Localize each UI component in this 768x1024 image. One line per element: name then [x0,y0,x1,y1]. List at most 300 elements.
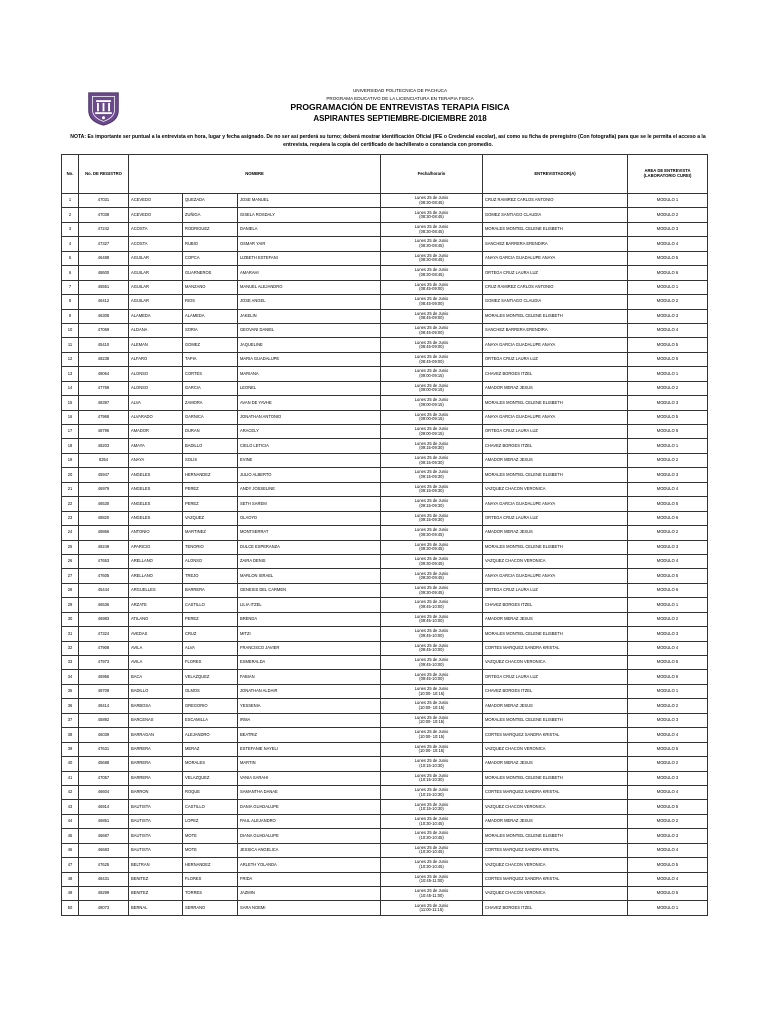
interview-day: Lunes 25 de Junio [414,671,449,677]
second-surname: RUBIO [183,237,238,251]
interview-module: MODULO 2 [628,526,708,540]
registration-number: 48431 [79,872,129,886]
interviewer-name: MORALES MONTIEL CELENE ELISBETH [483,771,628,785]
interviewer-name: CRUZ RAMIREZ CARLOS ANTONIO [483,280,628,294]
row-number: 22 [62,497,79,511]
interview-time: (10:00- 10:15) [418,748,445,754]
first-surname: AMADOR [129,425,183,439]
first-surname: BACA [129,670,183,684]
row-number: 36 [62,699,79,713]
interview-time: (09:45-10:00) [419,676,444,682]
registration-number: 45947 [79,468,129,482]
interview-module: MODULO 5 [628,887,708,901]
table-row [62,699,708,713]
interview-time: (10:00- 10:15) [418,705,445,711]
interview-date [381,684,483,698]
row-number: 27 [62,569,79,583]
interview-date [381,554,483,568]
interview-time: (09:00-09:15) [419,416,444,422]
interview-module: MODULO 4 [628,728,708,742]
row-number: 9 [62,309,79,323]
interview-module: MODULO 2 [628,208,708,222]
first-surname: BARRON [129,785,183,799]
first-surname: BARRAGAN [129,728,183,742]
interviewer-name: AMADOR MERAZ JESUS [483,453,628,467]
second-surname: QUEZADA [183,194,238,208]
interview-module: MODULO 5 [628,410,708,424]
interview-day: Lunes 25 de Junio [414,411,449,417]
interviewer-name: CORTES MARQUEZ SANDRA KRISTAL [483,641,628,655]
table-row [62,569,708,583]
interview-module: MODULO 2 [628,814,708,828]
interview-date [381,612,483,626]
interview-module: MODULO 2 [628,453,708,467]
second-surname: ROQUE [183,785,238,799]
interview-module: MODULO 5 [628,338,708,352]
interview-day: Lunes 25 de Junio [414,498,449,504]
interview-time: (09:15-09:30) [419,488,444,494]
table-row [62,742,708,756]
interview-date [381,367,483,381]
interview-module: MODULO 4 [628,872,708,886]
interviewer-name: MORALES MONTIEL CELENE ELISBETH [483,468,628,482]
first-surname: ACEVEDO [129,194,183,208]
second-surname: PEREZ [183,612,238,626]
interview-day: Lunes 25 de Junio [414,238,449,244]
interviewer-name: MORALES MONTIEL CELENE ELISBETH [483,222,628,236]
interview-module: MODULO 5 [628,569,708,583]
given-name: MARTIN [238,757,381,771]
row-number: 43 [62,800,79,814]
registration-number: 46687 [79,829,129,843]
interview-module: MODULO 4 [628,785,708,799]
interview-date [381,266,483,280]
registration-number: 48709 [79,684,129,698]
interviewer-name: CHAVEZ BORGES ITZEL [483,901,628,915]
given-name: GISELA ROSDALY [238,208,381,222]
interview-date [381,468,483,482]
first-surname: BADILLO [129,684,183,698]
interview-date [381,757,483,771]
second-surname: CRUZ [183,627,238,641]
registration-number: 46308 [79,309,129,323]
interviewer-name: MORALES MONTIEL CELENE ELISBETH [483,627,628,641]
interviewer-name: ANAYA GARCIA GUADALUPE ANAYA [483,338,628,352]
table-row [62,410,708,424]
given-name: FRANCISCO JAVIER [238,641,381,655]
second-surname: ALVA [183,641,238,655]
first-surname: ANGELES [129,497,183,511]
interview-day: Lunes 25 de Junio [414,527,449,533]
registration-number: 45444 [79,583,129,597]
given-name: LIZBETH ESTEFANI [238,251,381,265]
second-surname: BADILLO [183,439,238,453]
given-name: MARIA GUADALUPE [238,352,381,366]
row-number: 13 [62,367,79,381]
given-name: GENESIS DEL CARMEN [238,583,381,597]
interview-date [381,439,483,453]
university-name: UNIVERSIDAD POLITECNICA DE PACHUCA [352,88,448,93]
interview-time: (09:00-09:15) [419,401,444,407]
table-row [62,583,708,597]
interview-time: (09:00-09:15) [419,430,444,436]
row-number: 28 [62,583,79,597]
interview-day: Lunes 25 de Junio [414,440,449,446]
first-surname: ALONSO [129,381,183,395]
interview-module: MODULO 3 [628,771,708,785]
given-name: DULCE ESPERANZA [238,540,381,554]
row-number: 41 [62,771,79,785]
registration-number: 48600 [79,266,129,280]
first-surname: BARRERA [129,742,183,756]
given-name: DANIELA [238,222,381,236]
table-row [62,656,708,670]
interviewer-name: CORTES MARQUEZ SANDRA KRISTAL [483,843,628,857]
interview-time: (08:30-08:45) [419,214,444,220]
given-name: PAUL ALEJANDRO [238,814,381,828]
second-surname: HERNANDEZ [183,858,238,872]
interview-module: MODULO 5 [628,251,708,265]
table-row [62,800,708,814]
table-row [62,482,708,496]
interviewer-name: ORTEGA CRUZ LAURA LUZ [483,425,628,439]
table-row [62,554,708,568]
interview-module: MODULO 2 [628,381,708,395]
row-number: 16 [62,410,79,424]
first-surname: ANAYA [129,453,183,467]
second-surname: FLORES [183,872,238,886]
first-surname: AMAYA [129,439,183,453]
first-surname: ALDANA [129,323,183,337]
interview-time: (08:30-08:45) [419,257,444,263]
interview-module: MODULO 1 [628,194,708,208]
interview-module: MODULO 6 [628,511,708,525]
registration-number: 45551 [79,280,129,294]
table-row [62,323,708,337]
interview-day: Lunes 25 de Junio [414,512,449,518]
table-row [62,309,708,323]
interview-module: MODULO 2 [628,295,708,309]
interview-module: MODULO 3 [628,829,708,843]
interview-date [381,338,483,352]
interview-date [381,396,483,410]
row-number: 38 [62,728,79,742]
second-surname: RODRIGUEZ [183,222,238,236]
given-name: SETH SAREM [238,497,381,511]
interview-time: (09:30-09:45) [419,575,444,581]
registration-number: 48866 [79,526,129,540]
given-name: EVINE [238,453,381,467]
registration-number: 47031 [79,194,129,208]
first-surname: AVILA [129,641,183,655]
interview-day: Lunes 25 de Junio [414,382,449,388]
interview-module: MODULO 3 [628,309,708,323]
row-number: 29 [62,598,79,612]
notice-text: NOTA: Es importante ser puntual a la entrevista en hora, lugar y fecha asignado. De no ser así perderá su turno; deberá mostrar identificación Oficial (IFE o Credencial escolar), así como su ficha de preregistro (Con fotografía) para que se le permita el acceso a la entrevista, requiera la copia del certificado de bachillerato o constancia con promedio. [70,134,706,148]
row-number: 12 [62,352,79,366]
row-number: 31 [62,627,79,641]
given-name: JOSE ANGEL [238,295,381,309]
interview-time: (10:00- 10:15) [418,733,445,739]
interview-time: (08:30-08:45) [419,271,444,277]
interview-day: Lunes 25 de Junio [414,570,449,576]
interview-day: Lunes 25 de Junio [414,902,449,908]
first-surname: BERNAL [129,901,183,915]
given-name: YESSENIA [238,699,381,713]
interview-module: MODULO 5 [628,800,708,814]
table-row [62,858,708,872]
table-row [62,194,708,208]
second-surname: MARTINEZ [183,526,238,540]
interview-day: Lunes 25 de Junio [414,224,449,229]
interview-day: Lunes 25 de Junio [414,353,449,359]
interview-day: Lunes 25 de Junio [414,325,449,331]
interviewer-name: ORTEGA CRUZ LAURA LUZ [483,352,628,366]
row-number: 15 [62,396,79,410]
interview-date [381,598,483,612]
table-row [62,526,708,540]
given-name: OLAOYD [238,511,381,525]
interviewer-name: MORALES MONTIEL CELENE ELISBETH [483,396,628,410]
interviewer-name: VAZQUEZ CHACON VERONICA [483,656,628,670]
interviewer-name: ANAYA GARCIA GUADALUPE ANAYA [483,497,628,511]
table-row [62,728,708,742]
interviewer-name: CHAVEZ BORGES ITZEL [483,684,628,698]
interview-module: MODULO 2 [628,612,708,626]
first-surname: BARCENAS [129,713,183,727]
interview-module: MODULO 3 [628,713,708,727]
row-number: 47 [62,858,79,872]
registration-number: 46530 [79,497,129,511]
interview-date [381,656,483,670]
registration-number: 47631 [79,742,129,756]
interview-day: Lunes 25 de Junio [414,469,449,475]
first-surname: BARRERA [129,771,183,785]
registration-number: 47069 [79,323,129,337]
first-surname: ALFARO [129,352,183,366]
interviewer-name: VAZQUEZ CHACON VERONICA [483,742,628,756]
registration-number: 48820 [79,511,129,525]
first-surname: ACOSTA [129,222,183,236]
row-number: 24 [62,526,79,540]
table-row [62,540,708,554]
interviewer-name: ORTEGA CRUZ LAURA LUZ [483,511,628,525]
col-header-registro: No. DE REGISTRO [79,155,129,194]
interview-date [381,280,483,294]
row-number: 40 [62,757,79,771]
table-row [62,641,708,655]
interview-time: (10:15-10:30) [419,762,444,768]
given-name: FABIAN [238,670,381,684]
second-surname: ZAMORA [183,396,238,410]
given-name: JAZMIN [238,887,381,901]
interview-date [381,728,483,742]
given-name: JOSE MANUEL [238,194,381,208]
registration-number: 48414 [79,699,129,713]
interview-date [381,309,483,323]
interviewer-name: CHAVEZ BORGES ITZEL [483,439,628,453]
document-title: PROGRAMACIÓN DE ENTREVISTAS TERAPIA FISICA [290,102,510,112]
interview-day: Lunes 25 de Junio [414,700,449,706]
interview-date [381,381,483,395]
interview-day: Lunes 25 de Junio [414,584,449,590]
interviewer-name: MORALES MONTIEL CELENE ELISBETH [483,309,628,323]
interview-schedule-table [61,154,708,916]
document-subtitle: ASPIRANTES SEPTIEMBRE-DICIEMBRE 2018 [313,114,487,123]
interview-time: (10:15-10:30) [419,806,444,812]
interviewer-name: CORTES MARQUEZ SANDRA KRISTAL [483,785,628,799]
interview-time: (09:00-09:15) [419,372,444,378]
interview-time: (08:30-08:45) [419,199,444,205]
interview-module: MODULO 3 [628,540,708,554]
interview-day: Lunes 25 de Junio [414,397,449,403]
given-name: ANDY JOSSELINE [238,482,381,496]
second-surname: CASTILLO [183,598,238,612]
interview-time: (08:30-08:45) [419,228,444,234]
interview-time: (10:15-10:30) [419,777,444,783]
interview-module: MODULO 4 [628,641,708,655]
second-surname: VAZQUEZ [183,511,238,525]
program-name: PROGRAMA EDUCATIVO DE LA LICENCIATURA EN TERAPIA FISICA [326,96,474,101]
interview-time: (10:45-11:00) [419,878,444,884]
registration-number: 46983 [79,612,129,626]
interview-day: Lunes 25 de Junio [414,426,449,432]
interview-day: Lunes 25 de Junio [414,252,449,258]
interview-day: Lunes 25 de Junio [414,628,449,634]
table-row [62,829,708,843]
interview-module: MODULO 1 [628,367,708,381]
row-number: 48 [62,872,79,886]
interview-day: Lunes 25 de Junio [414,787,449,793]
table-row [62,251,708,265]
interview-date [381,699,483,713]
first-surname: BARBOSA [129,699,183,713]
second-surname: CASTILLO [183,800,238,814]
first-surname: BAUTISTA [129,843,183,857]
interview-day: Lunes 25 de Junio [414,743,449,749]
interview-day: Lunes 25 de Junio [414,541,449,547]
row-number: 25 [62,540,79,554]
interview-day: Lunes 25 de Junio [414,815,449,821]
interview-date [381,251,483,265]
first-surname: ARELLANO [129,554,183,568]
second-surname: GARNICA [183,410,238,424]
row-number: 26 [62,554,79,568]
row-number: 6 [62,266,79,280]
interview-date [381,352,483,366]
row-number: 19 [62,453,79,467]
interviewer-name: ANAYA GARCIA GUADALUPE ANAYA [483,251,628,265]
registration-number: 46979 [79,482,129,496]
interview-module: MODULO 6 [628,583,708,597]
table-row [62,785,708,799]
interview-module: MODULO 4 [628,237,708,251]
given-name: BRENDA [238,612,381,626]
interview-day: Lunes 25 de Junio [414,729,449,735]
first-surname: AGUILAR [129,266,183,280]
interview-day: Lunes 25 de Junio [414,642,449,648]
interview-date [381,872,483,886]
interview-time: (08:45-09:00) [419,315,444,321]
registration-number: 46604 [79,785,129,799]
given-name: VANIA SARAHI [238,771,381,785]
registration-number: 47057 [79,771,129,785]
given-name: ZAIRA DENIS [238,554,381,568]
row-number: 45 [62,829,79,843]
given-name: AMARAHI [238,266,381,280]
interview-time: (09:30-09:45) [419,589,444,595]
first-surname: BENITEZ [129,872,183,886]
first-surname: ANGELES [129,511,183,525]
first-surname: AVILA [129,656,183,670]
registration-number: 47038 [79,208,129,222]
table-row [62,511,708,525]
interview-module: MODULO 6 [628,425,708,439]
interview-time: (10:00- 10:15) [418,690,445,696]
interviewer-name: AMADOR MERAZ JESUS [483,814,628,828]
interview-time: (10:30-10:45) [419,863,444,869]
interview-module: MODULO 1 [628,439,708,453]
second-surname: SERRANO [183,901,238,915]
col-header-nombre: NOMBRE [129,155,381,194]
second-surname: BARRERA [183,583,238,597]
registration-number: 46039 [79,728,129,742]
interview-date [381,569,483,583]
row-number: 5 [62,251,79,265]
row-number: 4 [62,237,79,251]
first-surname: ACOSTA [129,237,183,251]
interview-date [381,410,483,424]
interview-time: (09:45-10:00) [419,647,444,653]
interview-module: MODULO 3 [628,396,708,410]
first-surname: ANGELES [129,482,183,496]
interview-day: Lunes 25 de Junio [414,758,449,764]
registration-number: 48249 [79,540,129,554]
given-name: SAMANTHA DANAE [238,785,381,799]
interview-module: MODULO 3 [628,627,708,641]
interview-time: (10:00- 10:15) [418,719,445,725]
interviewer-name: CHAVEZ BORGES ITZEL [483,598,628,612]
interview-day: Lunes 25 de Junio [414,267,449,273]
row-number: 44 [62,814,79,828]
interview-date [381,670,483,684]
interview-date [381,627,483,641]
registration-number: 46536 [79,598,129,612]
interview-day: Lunes 25 de Junio [414,556,449,562]
interview-date [381,829,483,843]
interview-time: (09:30-09:45) [419,560,444,566]
interview-time: (09:45-10:00) [419,603,444,609]
registration-number: 48203 [79,439,129,453]
interviewer-name: AMADOR MERAZ JESUS [483,757,628,771]
second-surname: GUARNEROS [183,266,238,280]
interviewer-name: MORALES MONTIEL CELENE ELISBETH [483,540,628,554]
first-surname: ALVA [129,396,183,410]
interview-time: (09:30-09:45) [419,546,444,552]
interview-day: Lunes 25 de Junio [414,483,449,489]
table-row [62,814,708,828]
second-surname: ESCAMILLA [183,713,238,727]
interview-date [381,887,483,901]
interview-date [381,901,483,915]
interview-module: MODULO 1 [628,598,708,612]
interview-day: Lunes 25 de Junio [414,772,449,778]
interview-day: Lunes 25 de Junio [414,296,449,302]
col-header-no: No. [62,155,79,194]
row-number: 23 [62,511,79,525]
interview-time: (09:15-09:30) [419,459,444,465]
given-name: FRIDA [238,872,381,886]
